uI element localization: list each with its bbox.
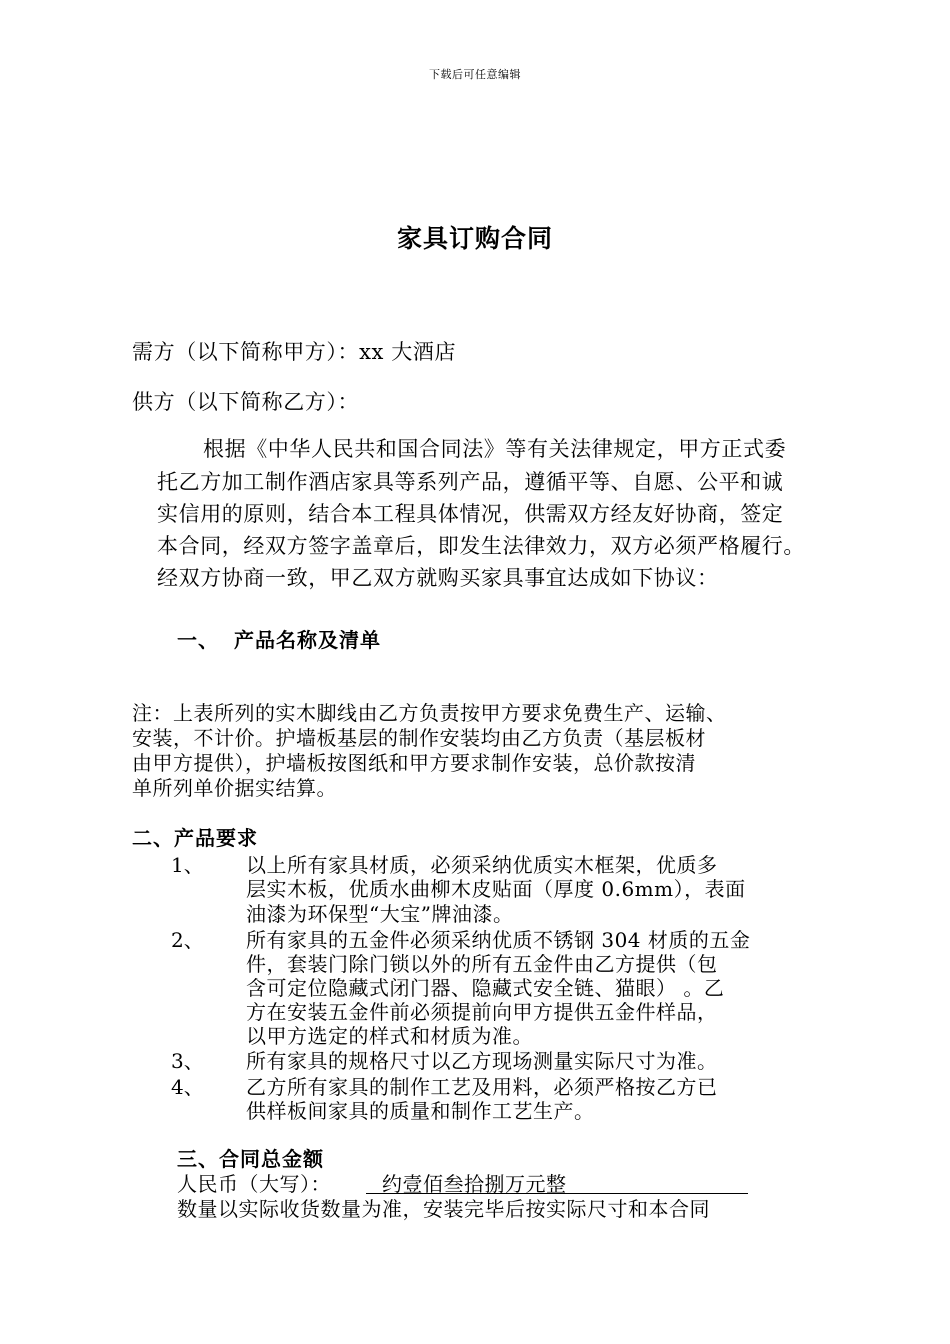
intro-line: 本合同，经双方签字盖章后，即发生法律效力，双方必须严格履行。 bbox=[157, 534, 805, 558]
item-number: 4、 bbox=[171, 1075, 204, 1099]
item-line: 方在安装五金件前必须提前向甲方提供五金件样品， bbox=[246, 1000, 718, 1024]
item-line: 件，套装门除门锁以外的所有五金件由乙方提供（包 bbox=[246, 952, 718, 976]
rmb-value: 约壹佰叁拾捌万元整 bbox=[382, 1172, 567, 1196]
buyer-line: 需方（以下简称甲方）：xx 大酒店 bbox=[132, 340, 457, 364]
item-line: 以甲方选定的样式和材质为准。 bbox=[246, 1024, 533, 1048]
note-line: 由甲方提供），护墙板按图纸和甲方要求制作安装，总价款按清 bbox=[132, 751, 696, 775]
intro-line: 托乙方加工制作酒店家具等系列产品，遵循平等、自愿、公平和诚 bbox=[157, 470, 784, 494]
item-line: 层实木板，优质水曲柳木皮贴面（厚度 0.6mm），表面 bbox=[246, 877, 746, 901]
intro-line: 经双方协商一致，甲乙双方就购买家具事宜达成如下协议： bbox=[157, 566, 719, 590]
note-line: 注：上表所列的实木脚线由乙方负责按甲方要求免费生产、运输、 bbox=[132, 701, 727, 725]
document-title: 家具订购合同 bbox=[396, 224, 553, 253]
item-line: 乙方所有家具的制作工艺及用料，必须严格按乙方已 bbox=[246, 1075, 718, 1099]
item-line: 油漆为环保型“大宝”牌油漆。 bbox=[246, 902, 514, 926]
item-number: 1、 bbox=[171, 853, 204, 877]
item-line: 所有家具的五金件必须采纳优质不锈钢 304 材质的五金 bbox=[246, 928, 751, 952]
quantity-note-line: 数量以实际收货数量为准，安装完毕后按实际尺寸和本合同 bbox=[177, 1197, 710, 1221]
rmb-label: 人民币（大写）： bbox=[177, 1172, 331, 1196]
intro-line: 实信用的原则，结合本工程具体情况，供需双方经友好协商，签定 bbox=[157, 502, 784, 526]
section-2-title: 二、产品要求 bbox=[132, 826, 258, 850]
intro-line: 根据《中华人民共和国合同法》等有关法律规定，甲方正式委 bbox=[203, 437, 787, 461]
section-1-number: 一、 bbox=[177, 628, 219, 652]
section-1-title: 产品名称及清单 bbox=[234, 628, 381, 652]
supplier-line: 供方（以下简称乙方）： bbox=[132, 390, 360, 414]
item-number: 2、 bbox=[171, 928, 204, 952]
item-number: 3、 bbox=[171, 1049, 204, 1073]
note-line: 单所列单价据实结算。 bbox=[132, 776, 337, 800]
item-line: 含可定位隐藏式闭门器、隐藏式安全链、猫眼） 。乙 bbox=[246, 976, 725, 1000]
item-line: 以上所有家具材质，必须采纳优质实木框架，优质多 bbox=[246, 853, 718, 877]
item-line: 所有家具的规格尺寸以乙方现场测量实际尺寸为准。 bbox=[246, 1049, 718, 1073]
header-note: 下载后可任意编辑 bbox=[429, 68, 521, 81]
section-3-title: 三、合同总金额 bbox=[177, 1147, 324, 1171]
item-line: 供样板间家具的质量和制作工艺生产。 bbox=[246, 1099, 595, 1123]
note-line: 安装，不计价。护墙板基层的制作安装均由乙方负责（基层板材 bbox=[132, 726, 706, 750]
